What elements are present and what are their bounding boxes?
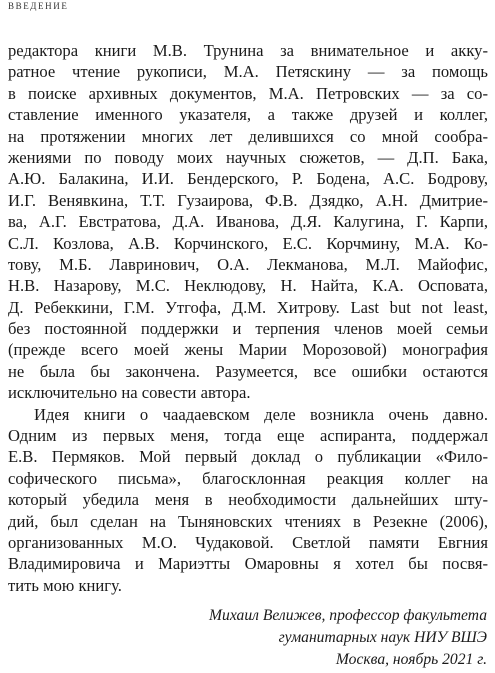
text-line: дий, был сделан на Тыняновских чтениях в Резекне (2006), — [8, 511, 488, 531]
text-line: Одним из первых меня, тогда еще аспиранта, поддержал — [8, 426, 488, 446]
text-line: ва, А.Г. Евстратова, Д.А. Иванова, Д.Я. Калугина, Г. Карпи, — [8, 212, 488, 232]
text-line: организованных М.О. Чудаковой. Светлой памяти Евгния — [8, 532, 488, 552]
text-line: А.Ю. Балакина, И.И. Бендерского, Р. Бодена, А.С. Бодрову, — [8, 169, 488, 189]
text-line: софического письма», благосклонная реакция коллег на — [8, 468, 488, 488]
text-line: Д. Ребеккини, Г.М. Утгофа, Д.М. Хитрову. Last but not least, — [8, 297, 488, 317]
text-line: ставление именного указателя, а также друзей и коллег, — [8, 105, 488, 125]
text-line: на протяжении многих лет делившихся со мной сообра- — [8, 126, 488, 146]
signature-line-affiliation: гуманитарных наук НИУ ВШЭ — [278, 629, 487, 646]
author-signature — [209, 605, 487, 671]
signature-line-place-date: Москва, ноябрь 2021 г. — [335, 651, 487, 668]
text-line: Е.В. Пермяков. Мой первый доклад о публикации «Фило- — [8, 447, 488, 467]
text-line: исключительно на совести автора. — [8, 383, 251, 403]
text-line: И.Г. Венявкина, Т.Т. Гузаирова, Ф.В. Дзядко, А.Н. Дмитрие- — [8, 190, 488, 210]
text-line: Идея книги о чаадаевском деле возникла очень давно. — [34, 404, 488, 424]
signature-line-author: Михаил Велижев, профессор факультета — [209, 607, 487, 624]
text-line: без постоянной поддержки и терпения членов моей семьи — [8, 319, 488, 339]
text-line: тить мою книгу. — [8, 575, 122, 595]
text-line: Владимировича и Мариэтты Омаровны я хотел бы посвя- — [8, 554, 488, 574]
text-line: жениями по поводу моих научных сюжетов, — Д.П. Бака, — [8, 147, 488, 167]
text-line: в поиске архивных документов, М.А. Петровских — за со- — [8, 83, 488, 103]
text-line: Н.В. Назарову, М.С. Неклюдову, Н. Найта, К.А. Осповата, — [8, 276, 488, 296]
text-line: не была бы закончена. Разумеется, все ошибки остаются — [8, 361, 488, 381]
text-line: который убедила меня в необходимости дальнейших шту- — [8, 490, 488, 510]
text-line: тову, М.Б. Лавринович, О.А. Лекманова, М.Л. Майофис, — [8, 254, 488, 274]
text-line: редактора книги М.В. Трунина за внимательное и акку- — [8, 41, 488, 60]
text-line: (прежде всего моей жены Марии Морозовой) монография — [8, 340, 488, 360]
paragraph-origin — [8, 404, 488, 597]
text-line: С.Л. Козлова, А.В. Корчинского, Е.С. Корчмину, М.А. Ко- — [8, 233, 488, 253]
body-text — [8, 40, 488, 596]
running-head: ВВЕДЕНИЕ — [8, 1, 69, 11]
text-line: ратное чтение рукописи, М.А. Петяскину — за помощь — [8, 62, 488, 82]
paragraph-acknowledgements — [8, 40, 488, 404]
